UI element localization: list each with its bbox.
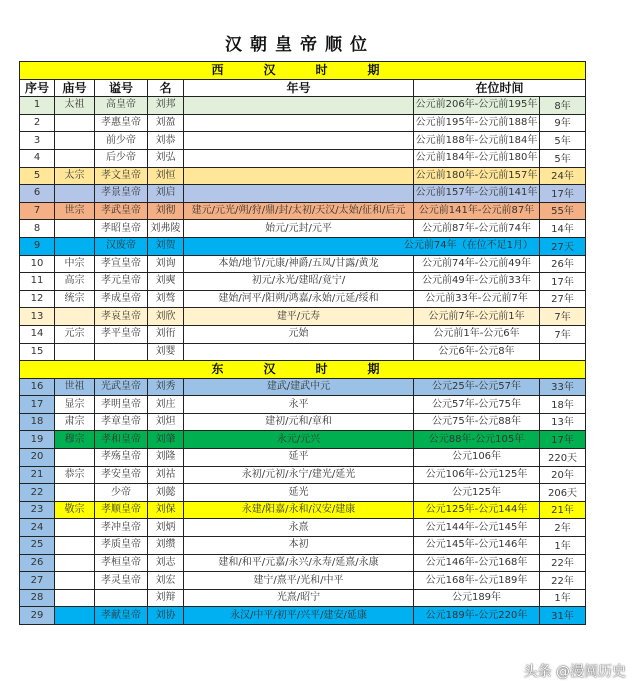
cell-era: 建平/元寿 — [184, 308, 414, 326]
cell-posthumous: 孝殇皇帝 — [95, 449, 148, 467]
cell-name: 刘婴 — [148, 343, 184, 361]
cell-era: 永初/元初/永宁/建光/延光 — [184, 466, 414, 484]
table-row — [20, 308, 586, 326]
cell-posthumous: 孝质皇帝 — [95, 537, 148, 555]
cell-reign: 公元前74年-公元前49年 — [414, 255, 540, 273]
cell-era — [184, 185, 414, 203]
cell-temple — [55, 484, 95, 502]
cell-reign: 公元前206年-公元前195年 — [414, 97, 540, 115]
cell-no: 28 — [20, 589, 55, 607]
cell-reign: 公元189年 — [414, 589, 540, 607]
table-row — [20, 537, 586, 555]
table-row — [20, 396, 586, 414]
table-row — [20, 114, 586, 132]
table-row — [20, 185, 586, 203]
cell-name: 刘肇 — [148, 431, 184, 449]
cell-posthumous: 后少帝 — [95, 149, 148, 167]
cell-name: 刘辩 — [148, 589, 184, 607]
table-row — [20, 378, 586, 396]
cell-name: 刘恒 — [148, 167, 184, 185]
cell-name: 刘启 — [148, 185, 184, 203]
cell-duration: 18年 — [540, 396, 586, 414]
cell-posthumous: 孝桓皇帝 — [95, 554, 148, 572]
cell-duration: 1年 — [540, 589, 586, 607]
cell-reign: 公元146年-公元168年 — [414, 554, 540, 572]
cell-temple — [55, 607, 95, 625]
cell-no: 8 — [20, 220, 55, 238]
cell-temple: 穆宗 — [55, 431, 95, 449]
cell-name: 刘庄 — [148, 396, 184, 414]
header-temple: 庙号 — [55, 79, 95, 97]
cell-posthumous: 孝成皇帝 — [95, 290, 148, 308]
cell-reign: 公元前195年-公元前188年 — [414, 114, 540, 132]
cell-temple: 显宗 — [55, 396, 95, 414]
cell-posthumous: 孝章皇帝 — [95, 413, 148, 431]
cell-era: 永元/元兴 — [184, 431, 414, 449]
cell-temple — [55, 220, 95, 238]
cell-temple — [55, 343, 95, 361]
cell-reign: 公元25年-公元57年 — [414, 378, 540, 396]
cell-name: 刘保 — [148, 501, 184, 519]
table-row — [20, 290, 586, 308]
cell-duration: 220天 — [540, 449, 586, 467]
header-row — [20, 79, 586, 97]
table-row — [20, 325, 586, 343]
cell-posthumous: 孝顺皇帝 — [95, 501, 148, 519]
cell-reign: 公元144年-公元145年 — [414, 519, 540, 537]
cell-duration: 17年 — [540, 273, 586, 291]
cell-reign: 公元前87年-公元前74年 — [414, 220, 540, 238]
cell-name: 刘衎 — [148, 325, 184, 343]
cell-no: 1 — [20, 97, 55, 115]
table-row — [20, 554, 586, 572]
cell-reign: 公元88年-公元105年 — [414, 431, 540, 449]
cell-duration: 17年 — [540, 185, 586, 203]
table-row — [20, 273, 586, 291]
cell-no: 22 — [20, 484, 55, 502]
cell-no: 25 — [20, 537, 55, 555]
cell-name: 刘奭 — [148, 273, 184, 291]
cell-reign: 公元前1年-公元6年 — [414, 325, 540, 343]
table-row — [20, 97, 586, 115]
cell-era: 建和/和平/元嘉/永兴/永寿/延熹/永康 — [184, 554, 414, 572]
cell-temple: 太宗 — [55, 167, 95, 185]
cell-reign: 公元6年-公元8年 — [414, 343, 540, 361]
cell-temple: 敬宗 — [55, 501, 95, 519]
cell-posthumous: 孝哀皇帝 — [95, 308, 148, 326]
cell-reign: 公元145年-公元146年 — [414, 537, 540, 555]
cell-duration: 22年 — [540, 572, 586, 590]
table-row — [20, 607, 586, 625]
table-row — [20, 343, 586, 361]
table-row — [20, 149, 586, 167]
cell-era: 元始 — [184, 325, 414, 343]
cell-posthumous: 孝元皇帝 — [95, 273, 148, 291]
cell-posthumous: 孝和皇帝 — [95, 431, 148, 449]
cell-posthumous: 孝平皇帝 — [95, 325, 148, 343]
cell-no: 6 — [20, 185, 55, 203]
cell-posthumous: 孝宣皇帝 — [95, 255, 148, 273]
cell-no: 9 — [20, 237, 55, 255]
cell-posthumous: 孝文皇帝 — [95, 167, 148, 185]
cell-name: 刘骜 — [148, 290, 184, 308]
cell-posthumous: 孝惠皇帝 — [95, 114, 148, 132]
cell-temple — [55, 449, 95, 467]
cell-name: 刘盈 — [148, 114, 184, 132]
cell-era — [184, 167, 414, 185]
cell-no: 16 — [20, 378, 55, 396]
cell-era: 永汉/中平/初平/兴平/建安/延康 — [184, 607, 414, 625]
cell-era: 建元/元光/朔/狩/鼎/封/太初/天汉/太始/征和/后元 — [184, 202, 414, 220]
cell-duration: 26年 — [540, 255, 586, 273]
table-row — [20, 431, 586, 449]
cell-reign: 公元57年-公元75年 — [414, 396, 540, 414]
cell-era: 始元/元封/元平 — [184, 220, 414, 238]
east-han-label: 东 汉 时 期 — [20, 361, 586, 379]
cell-name: 刘祜 — [148, 466, 184, 484]
table-row — [20, 466, 586, 484]
header-reign: 在位时间 — [414, 79, 586, 97]
cell-reign: 公元75年-公元88年 — [414, 413, 540, 431]
west-han-band — [20, 62, 586, 80]
cell-posthumous — [95, 589, 148, 607]
cell-temple — [55, 237, 95, 255]
table-row — [20, 167, 586, 185]
cell-name: 刘询 — [148, 255, 184, 273]
cell-temple: 元宗 — [55, 325, 95, 343]
cell-temple — [55, 572, 95, 590]
table-row — [20, 132, 586, 150]
cell-no: 20 — [20, 449, 55, 467]
cell-no: 2 — [20, 114, 55, 132]
cell-duration: 1年 — [540, 537, 586, 555]
cell-name: 刘协 — [148, 607, 184, 625]
cell-duration: 21年 — [540, 501, 586, 519]
cell-posthumous: 孝献皇帝 — [95, 607, 148, 625]
cell-name: 刘炳 — [148, 519, 184, 537]
cell-no: 3 — [20, 132, 55, 150]
cell-duration: 22年 — [540, 554, 586, 572]
cell-temple: 中宗 — [55, 255, 95, 273]
cell-reign: 公元106年-公元125年 — [414, 466, 540, 484]
cell-duration: 206天 — [540, 484, 586, 502]
cell-duration: 2年 — [540, 519, 586, 537]
cell-era: 永熹 — [184, 519, 414, 537]
cell-posthumous: 高皇帝 — [95, 97, 148, 115]
cell-era: 初元/永光/建昭/竟宁/ — [184, 273, 414, 291]
cell-duration: 31年 — [540, 607, 586, 625]
cell-era: 建始/河平/阳朔/鸿嘉/永始/元延/绥和 — [184, 290, 414, 308]
cell-reign: 公元前180年-公元前157年 — [414, 167, 540, 185]
cell-posthumous: 孝安皇帝 — [95, 466, 148, 484]
cell-no: 24 — [20, 519, 55, 537]
cell-temple — [55, 132, 95, 150]
cell-reign: 公元前7年-公元前1年 — [414, 308, 540, 326]
table-row — [20, 589, 586, 607]
cell-era: 本初 — [184, 537, 414, 555]
cell-reign: 公元125年 — [414, 484, 540, 502]
cell-posthumous — [95, 343, 148, 361]
cell-name: 刘隆 — [148, 449, 184, 467]
cell-duration: 5年 — [540, 132, 586, 150]
cell-era: 光熹/昭宁 — [184, 589, 414, 607]
page-title: 汉朝皇帝顺位 — [225, 35, 375, 55]
cell-era — [184, 114, 414, 132]
cell-name: 刘秀 — [148, 378, 184, 396]
cell-posthumous: 孝武皇帝 — [95, 202, 148, 220]
cell-no: 26 — [20, 554, 55, 572]
cell-no: 13 — [20, 308, 55, 326]
header-name: 名 — [148, 79, 184, 97]
cell-posthumous: 汉废帝 — [95, 237, 148, 255]
table-row — [20, 202, 586, 220]
cell-posthumous: 孝冲皇帝 — [95, 519, 148, 537]
cell-reign: 公元前33年-公元前7年 — [414, 290, 540, 308]
cell-name: 刘恭 — [148, 132, 184, 150]
cell-era: 建武/建武中元 — [184, 378, 414, 396]
cell-posthumous: 孝灵皇帝 — [95, 572, 148, 590]
cell-no: 21 — [20, 466, 55, 484]
cell-era — [184, 343, 414, 361]
table-row — [20, 519, 586, 537]
cell-era: 建初/元和/章和 — [184, 413, 414, 431]
cell-duration: 33年 — [540, 378, 586, 396]
cell-no: 15 — [20, 343, 55, 361]
cell-duration: 27天 — [540, 237, 586, 255]
cell-temple — [55, 149, 95, 167]
cell-temple: 高宗 — [55, 273, 95, 291]
cell-no: 4 — [20, 149, 55, 167]
cell-reign: 公元106年 — [414, 449, 540, 467]
cell-era — [184, 97, 414, 115]
cell-duration: 13年 — [540, 413, 586, 431]
table-row — [20, 237, 586, 255]
cell-posthumous: 孝昭皇帝 — [95, 220, 148, 238]
cell-reign: 公元189年-公元220年 — [414, 607, 540, 625]
cell-temple: 世祖 — [55, 378, 95, 396]
cell-name: 刘欣 — [148, 308, 184, 326]
cell-era — [184, 149, 414, 167]
cell-reign: 公元125年-公元144年 — [414, 501, 540, 519]
cell-era: 永平 — [184, 396, 414, 414]
cell-duration: 9年 — [540, 114, 586, 132]
cell-duration — [540, 343, 586, 361]
emperor-table — [19, 61, 586, 625]
cell-temple — [55, 537, 95, 555]
cell-name: 刘彻 — [148, 202, 184, 220]
cell-reign: 公元前184年-公元前180年 — [414, 149, 540, 167]
cell-no: 14 — [20, 325, 55, 343]
cell-no: 12 — [20, 290, 55, 308]
cell-no: 5 — [20, 167, 55, 185]
cell-temple — [55, 519, 95, 537]
cell-posthumous: 孝景皇帝 — [95, 185, 148, 203]
table-row — [20, 501, 586, 519]
cell-posthumous: 前少帝 — [95, 132, 148, 150]
cell-reign: 公元前157年-公元前141年 — [414, 185, 540, 203]
cell-era: 永建/阳嘉/永和/汉安/建康 — [184, 501, 414, 519]
cell-duration: 7年 — [540, 308, 586, 326]
cell-no: 18 — [20, 413, 55, 431]
cell-no: 23 — [20, 501, 55, 519]
cell-duration: 14年 — [540, 220, 586, 238]
cell-duration: 55年 — [540, 202, 586, 220]
cell-posthumous: 少帝 — [95, 484, 148, 502]
cell-name: 刘弗陵 — [148, 220, 184, 238]
table-row — [20, 484, 586, 502]
cell-no: 17 — [20, 396, 55, 414]
cell-no: 29 — [20, 607, 55, 625]
cell-duration: 7年 — [540, 325, 586, 343]
cell-no: 10 — [20, 255, 55, 273]
cell-no: 11 — [20, 273, 55, 291]
cell-era: 延平 — [184, 449, 414, 467]
cell-era: 延光 — [184, 484, 414, 502]
cell-posthumous: 光武皇帝 — [95, 378, 148, 396]
cell-duration: 8年 — [540, 97, 586, 115]
cell-name: 刘邦 — [148, 97, 184, 115]
cell-temple: 太祖 — [55, 97, 95, 115]
cell-temple — [55, 185, 95, 203]
cell-no: 27 — [20, 572, 55, 590]
table-row — [20, 572, 586, 590]
cell-duration: 24年 — [540, 167, 586, 185]
cell-temple — [55, 308, 95, 326]
cell-no: 19 — [20, 431, 55, 449]
cell-temple — [55, 114, 95, 132]
cell-duration: 20年 — [540, 466, 586, 484]
header-no: 序号 — [20, 79, 55, 97]
cell-name: 刘缵 — [148, 537, 184, 555]
watermark: 头条 @漫阅历史 — [523, 664, 626, 680]
cell-name: 刘宏 — [148, 572, 184, 590]
cell-name: 刘弘 — [148, 149, 184, 167]
cell-era — [184, 132, 414, 150]
cell-reign: 公元前141年-公元前87年 — [414, 202, 540, 220]
cell-reign: 公元前188年-公元前184年 — [414, 132, 540, 150]
table-row — [20, 255, 586, 273]
cell-temple: 世宗 — [55, 202, 95, 220]
cell-temple: 恭宗 — [55, 466, 95, 484]
cell-duration: 17年 — [540, 431, 586, 449]
cell-temple — [55, 589, 95, 607]
cell-temple: 统宗 — [55, 290, 95, 308]
east-han-band — [20, 361, 586, 379]
cell-name: 刘志 — [148, 554, 184, 572]
cell-duration: 5年 — [540, 149, 586, 167]
cell-duration: 27年 — [540, 290, 586, 308]
cell-reign: 公元前49年-公元前33年 — [414, 273, 540, 291]
west-han-label: 西 汉 时 期 — [20, 62, 586, 80]
cell-era: 建宁/熹平/光和/中平 — [184, 572, 414, 590]
header-posthumous: 谥号 — [95, 79, 148, 97]
header-era: 年号 — [184, 79, 414, 97]
table-row — [20, 220, 586, 238]
cell-reign: 公元168年-公元189年 — [414, 572, 540, 590]
cell-era: 本始/地节/元康/神爵/五凤/甘露/黄龙 — [184, 255, 414, 273]
cell-name: 刘贺 — [148, 237, 184, 255]
cell-temple: 肃宗 — [55, 413, 95, 431]
table-row — [20, 413, 586, 431]
cell-temple — [55, 554, 95, 572]
cell-no: 7 — [20, 202, 55, 220]
cell-name: 刘懿 — [148, 484, 184, 502]
cell-posthumous: 孝明皇帝 — [95, 396, 148, 414]
cell-name: 刘炟 — [148, 413, 184, 431]
table-row — [20, 449, 586, 467]
cell-reign: 公元前74年（在位不足1月） — [184, 237, 540, 255]
